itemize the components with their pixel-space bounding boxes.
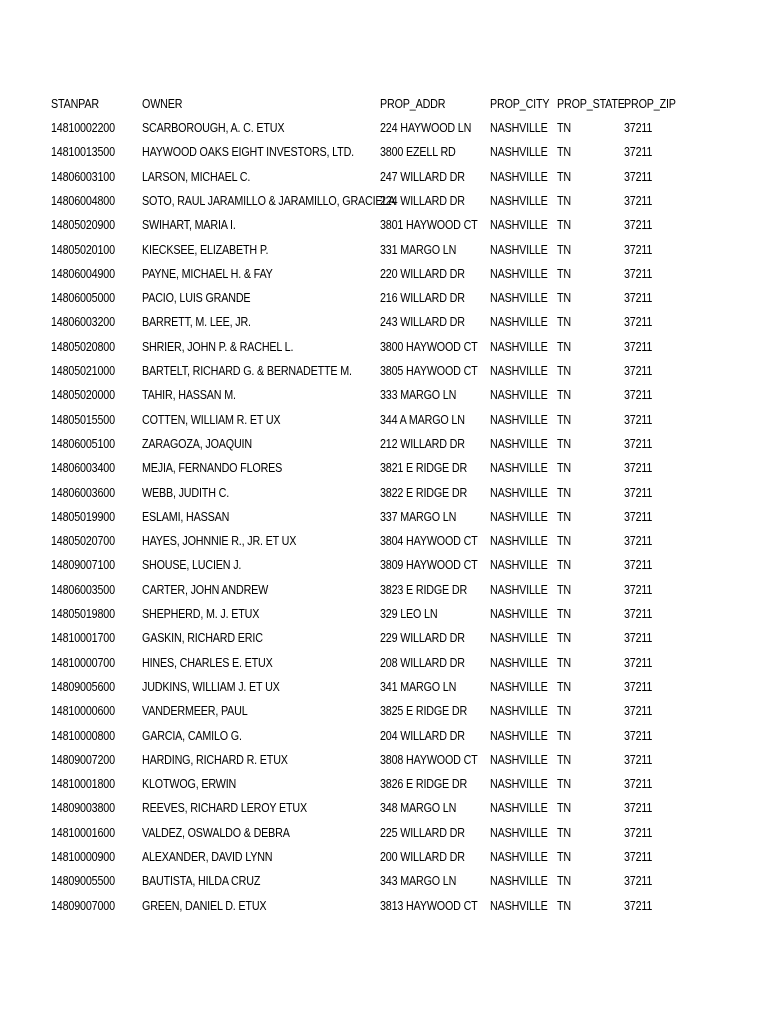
cell-prop-zip: 37211 [624,679,653,694]
cell-prop-city: NASHVILLE [490,631,548,646]
cell-prop-zip: 37211 [624,412,653,427]
cell-prop-zip: 37211 [624,169,653,184]
cell-owner: SHRIER, JOHN P. & RACHEL L. [142,339,294,354]
table-row [0,699,770,723]
cell-stanpar: 14810000700 [51,655,115,670]
cell-prop-addr: 3801 HAYWOOD CT [380,218,478,233]
cell-prop-state: TN [557,558,571,573]
cell-prop-city: NASHVILLE [490,825,548,840]
cell-prop-zip: 37211 [624,121,653,135]
cell-prop-city: NASHVILLE [490,874,548,889]
cell-prop-addr: 3800 EZELL RD [380,145,456,160]
cell-prop-zip: 37211 [624,728,653,743]
cell-prop-state: TN [557,825,571,840]
cell-stanpar: 14805020000 [51,388,115,403]
cell-prop-zip: 37211 [624,558,653,573]
cell-owner: REEVES, RICHARD LEROY ETUX [142,801,307,816]
cell-prop-addr: 333 MARGO LN [380,388,457,403]
table-row [0,505,770,529]
table-row [0,675,770,699]
cell-prop-city: NASHVILLE [490,242,548,257]
table-row [0,626,770,650]
table-row [0,262,770,286]
cell-owner: SHEPHERD, M. J. ETUX [142,607,260,621]
cell-prop-zip: 37211 [624,874,653,889]
table-row [0,286,770,310]
cell-owner: HAYWOOD OAKS EIGHT INVESTORS, LTD. [142,145,354,160]
header-prop-state: PROP_STATE [557,97,625,111]
cell-prop-addr: 212 WILLARD DR [380,436,465,451]
cell-prop-city: NASHVILLE [490,266,548,281]
cell-prop-state: TN [557,777,571,792]
table-row [0,821,770,845]
cell-prop-addr: 344 A MARGO LN [380,412,465,427]
cell-owner: HAYES, JOHNNIE R., JR. ET UX [142,534,297,549]
table-row [0,529,770,553]
cell-owner: BAUTISTA, HILDA CRUZ [142,874,261,889]
cell-prop-state: TN [557,193,571,208]
cell-stanpar: 14809003800 [51,801,115,816]
cell-owner: CARTER, JOHN ANDREW [142,582,269,597]
table-row [0,359,770,383]
cell-prop-zip: 37211 [624,898,653,913]
cell-prop-city: NASHVILLE [490,412,548,427]
cell-prop-zip: 37211 [624,193,653,208]
cell-prop-zip: 37211 [624,534,653,549]
table-row [0,894,770,918]
cell-prop-addr: 337 MARGO LN [380,509,457,524]
cell-prop-state: TN [557,412,571,427]
cell-owner: PAYNE, MICHAEL H. & FAY [142,266,273,281]
table-row [0,213,770,237]
cell-prop-addr: 200 WILLARD DR [380,850,465,864]
cell-prop-city: NASHVILLE [490,193,548,208]
cell-prop-state: TN [557,679,571,694]
cell-owner: ZARAGOZA, JOAQUIN [142,436,252,451]
cell-stanpar: 14810001700 [51,631,115,646]
cell-owner: COTTEN, WILLIAM R. ET UX [142,412,281,427]
table-row [0,481,770,505]
cell-stanpar: 14805020800 [51,339,115,354]
cell-prop-state: TN [557,169,571,184]
cell-owner: JUDKINS, WILLIAM J. ET UX [142,679,280,694]
cell-prop-state: TN [557,728,571,743]
cell-prop-city: NASHVILLE [490,898,548,913]
cell-prop-city: NASHVILLE [490,558,548,573]
cell-stanpar: 14806004800 [51,193,115,208]
cell-prop-addr: 3826 E RIDGE DR [380,777,468,792]
cell-prop-state: TN [557,898,571,913]
cell-owner: PACIO, LUIS GRANDE [142,291,251,306]
cell-prop-zip: 37211 [624,509,653,524]
cell-stanpar: 14806005100 [51,436,115,451]
cell-prop-state: TN [557,266,571,281]
cell-stanpar: 14810001600 [51,825,115,840]
cell-owner: SWIHART, MARIA I. [142,218,236,233]
cell-prop-zip: 37211 [624,145,653,160]
cell-prop-state: TN [557,291,571,306]
table-row [0,310,770,334]
cell-prop-state: TN [557,631,571,646]
cell-prop-zip: 37211 [624,607,653,621]
cell-prop-addr: 3821 E RIDGE DR [380,461,468,476]
cell-prop-city: NASHVILLE [490,145,548,160]
cell-prop-city: NASHVILLE [490,364,548,378]
table-row [0,602,770,626]
table-row [0,456,770,480]
header-owner: OWNER [142,97,183,111]
cell-prop-addr: 247 WILLARD DR [380,169,465,184]
cell-prop-addr: 3800 HAYWOOD CT [380,339,478,354]
cell-prop-state: TN [557,461,571,476]
cell-prop-city: NASHVILLE [490,485,548,500]
cell-prop-city: NASHVILLE [490,752,548,767]
cell-prop-addr: 3823 E RIDGE DR [380,582,468,597]
cell-prop-state: TN [557,339,571,354]
cell-stanpar: 14805019900 [51,509,115,524]
cell-owner: TAHIR, HASSAN M. [142,388,236,403]
cell-prop-city: NASHVILLE [490,582,548,597]
cell-prop-state: TN [557,655,571,670]
cell-stanpar: 14805020700 [51,534,115,549]
cell-prop-city: NASHVILLE [490,121,548,135]
cell-prop-addr: 331 MARGO LN [380,242,457,257]
cell-prop-addr: 243 WILLARD DR [380,315,465,330]
cell-prop-addr: 220 WILLARD DR [380,266,465,281]
table-row [0,432,770,456]
cell-prop-city: NASHVILLE [490,679,548,694]
cell-stanpar: 14805021000 [51,364,115,378]
cell-prop-city: NASHVILLE [490,777,548,792]
cell-stanpar: 14809005500 [51,874,115,889]
cell-prop-zip: 37211 [624,801,653,816]
header-stanpar: STANPAR [51,97,99,111]
cell-prop-state: TN [557,752,571,767]
table-row [0,165,770,189]
table-header-row [0,92,770,116]
cell-stanpar: 14806005000 [51,291,115,306]
cell-stanpar: 14805020100 [51,242,115,257]
cell-stanpar: 14809007100 [51,558,115,573]
table-row [0,383,770,407]
cell-prop-addr: 3808 HAYWOOD CT [380,752,478,767]
cell-prop-zip: 37211 [624,388,653,403]
cell-stanpar: 14810002200 [51,121,115,135]
cell-prop-addr: 343 MARGO LN [380,874,457,889]
cell-prop-city: NASHVILLE [490,801,548,816]
table-row [0,238,770,262]
cell-prop-zip: 37211 [624,461,653,476]
cell-prop-addr: 3804 HAYWOOD CT [380,534,478,549]
cell-owner: BARRETT, M. LEE, JR. [142,315,251,330]
table-row [0,845,770,869]
cell-prop-state: TN [557,242,571,257]
cell-prop-zip: 37211 [624,339,653,354]
cell-prop-zip: 37211 [624,364,653,378]
cell-prop-state: TN [557,364,571,378]
cell-owner: VANDERMEER, PAUL [142,704,248,719]
cell-stanpar: 14810001800 [51,777,115,792]
cell-prop-addr: 204 WILLARD DR [380,728,465,743]
cell-prop-city: NASHVILLE [490,704,548,719]
cell-prop-city: NASHVILLE [490,339,548,354]
cell-prop-addr: 216 WILLARD DR [380,291,465,306]
cell-prop-city: NASHVILLE [490,315,548,330]
cell-stanpar: 14810013500 [51,145,115,160]
cell-stanpar: 14810000800 [51,728,115,743]
cell-stanpar: 14805020900 [51,218,115,233]
cell-owner: HARDING, RICHARD R. ETUX [142,752,288,767]
table-row [0,578,770,602]
cell-prop-city: NASHVILLE [490,850,548,864]
cell-stanpar: 14805019800 [51,607,115,621]
table-row [0,869,770,893]
cell-prop-state: TN [557,315,571,330]
cell-prop-zip: 37211 [624,266,653,281]
cell-prop-city: NASHVILLE [490,291,548,306]
cell-prop-addr: 341 MARGO LN [380,679,457,694]
table-row [0,796,770,820]
table-row [0,772,770,796]
cell-owner: WEBB, JUDITH C. [142,485,230,500]
cell-prop-zip: 37211 [624,777,653,792]
cell-owner: KIECKSEE, ELIZABETH P. [142,242,269,257]
cell-prop-state: TN [557,145,571,160]
cell-prop-zip: 37211 [624,485,653,500]
cell-prop-state: TN [557,874,571,889]
cell-prop-state: TN [557,218,571,233]
cell-prop-state: TN [557,582,571,597]
table-row [0,724,770,748]
cell-owner: GREEN, DANIEL D. ETUX [142,898,267,913]
cell-prop-city: NASHVILLE [490,218,548,233]
table-row [0,553,770,577]
cell-owner: GARCIA, CAMILO G. [142,728,242,743]
cell-prop-city: NASHVILLE [490,388,548,403]
table-row [0,651,770,675]
cell-prop-zip: 37211 [624,631,653,646]
cell-stanpar: 14809007000 [51,898,115,913]
cell-prop-city: NASHVILLE [490,534,548,549]
table-row [0,408,770,432]
cell-owner: SHOUSE, LUCIEN J. [142,558,242,573]
cell-owner: SCARBOROUGH, A. C. ETUX [142,121,285,135]
cell-stanpar: 14806003200 [51,315,115,330]
cell-stanpar: 14806003100 [51,169,115,184]
cell-prop-addr: 3813 HAYWOOD CT [380,898,478,913]
cell-prop-zip: 37211 [624,242,653,257]
cell-stanpar: 14810000900 [51,850,115,864]
cell-prop-addr: 224 HAYWOOD LN [380,121,472,135]
cell-prop-addr: 3809 HAYWOOD CT [380,558,478,573]
cell-stanpar: 14809007200 [51,752,115,767]
cell-prop-addr: 348 MARGO LN [380,801,457,816]
cell-prop-addr: 3822 E RIDGE DR [380,485,468,500]
cell-owner: SOTO, RAUL JARAMILLO & JARAMILLO, GRACIELA [142,193,396,208]
cell-prop-state: TN [557,388,571,403]
cell-prop-state: TN [557,121,571,135]
cell-prop-city: NASHVILLE [490,436,548,451]
table-row [0,140,770,164]
cell-owner: GASKIN, RICHARD ERIC [142,631,263,646]
cell-prop-state: TN [557,534,571,549]
cell-stanpar: 14806004900 [51,266,115,281]
cell-prop-zip: 37211 [624,582,653,597]
cell-prop-zip: 37211 [624,218,653,233]
cell-owner: HINES, CHARLES E. ETUX [142,655,273,670]
cell-stanpar: 14806003600 [51,485,115,500]
cell-prop-city: NASHVILLE [490,655,548,670]
cell-prop-city: NASHVILLE [490,461,548,476]
cell-prop-addr: 3825 E RIDGE DR [380,704,468,719]
cell-stanpar: 14810000600 [51,704,115,719]
cell-prop-city: NASHVILLE [490,509,548,524]
cell-prop-addr: 208 WILLARD DR [380,655,465,670]
cell-prop-state: TN [557,436,571,451]
cell-prop-zip: 37211 [624,850,653,864]
cell-prop-zip: 37211 [624,315,653,330]
cell-prop-state: TN [557,704,571,719]
cell-prop-state: TN [557,485,571,500]
cell-stanpar: 14809005600 [51,679,115,694]
cell-owner: MEJIA, FERNANDO FLORES [142,461,283,476]
cell-owner: KLOTWOG, ERWIN [142,777,237,792]
cell-owner: BARTELT, RICHARD G. & BERNADETTE M. [142,364,352,378]
cell-prop-addr: 224 WILLARD DR [380,193,465,208]
cell-prop-zip: 37211 [624,291,653,306]
header-prop-addr: PROP_ADDR [380,97,446,111]
header-prop-zip: PROP_ZIP [624,97,676,111]
cell-prop-city: NASHVILLE [490,728,548,743]
table-row [0,748,770,772]
cell-prop-city: NASHVILLE [490,607,548,621]
cell-prop-state: TN [557,607,571,621]
cell-stanpar: 14806003500 [51,582,115,597]
cell-prop-state: TN [557,850,571,864]
cell-prop-addr: 329 LEO LN [380,607,438,621]
cell-prop-state: TN [557,509,571,524]
cell-prop-zip: 37211 [624,436,653,451]
cell-stanpar: 14805015500 [51,412,115,427]
cell-prop-addr: 3805 HAYWOOD CT [380,364,478,378]
cell-prop-zip: 37211 [624,825,653,840]
table-row [0,189,770,213]
cell-prop-zip: 37211 [624,704,653,719]
cell-prop-city: NASHVILLE [490,169,548,184]
table-row [0,116,770,140]
cell-prop-addr: 225 WILLARD DR [380,825,465,840]
table-row [0,335,770,359]
cell-owner: VALDEZ, OSWALDO & DEBRA [142,825,290,840]
cell-owner: ESLAMI, HASSAN [142,509,230,524]
cell-owner: LARSON, MICHAEL C. [142,169,251,184]
header-prop-city: PROP_CITY [490,97,550,111]
cell-owner: ALEXANDER, DAVID LYNN [142,850,273,864]
cell-prop-zip: 37211 [624,752,653,767]
cell-prop-zip: 37211 [624,655,653,670]
cell-prop-state: TN [557,801,571,816]
cell-stanpar: 14806003400 [51,461,115,476]
cell-prop-addr: 229 WILLARD DR [380,631,465,646]
